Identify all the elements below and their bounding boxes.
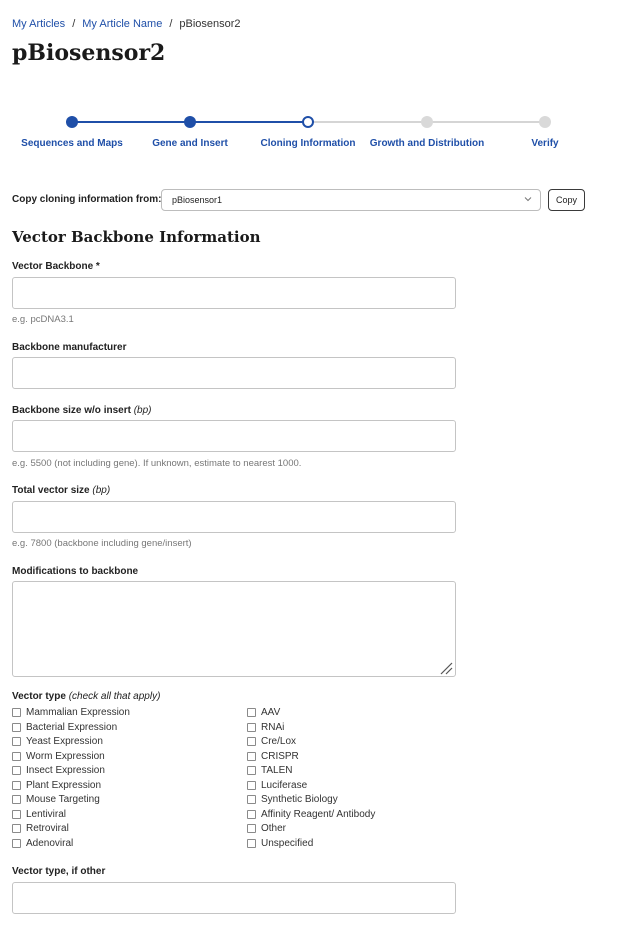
checkbox-label: Luciferase — [261, 779, 308, 791]
checkbox-label: Mammalian Expression — [26, 707, 130, 718]
step-dot-verify — [539, 116, 551, 128]
checkbox-label: Adenoviral — [26, 837, 74, 849]
checkbox-box[interactable] — [12, 839, 21, 848]
vector-type-other-label: Vector type, if other — [12, 866, 106, 877]
copy-from-label: Copy cloning information from: — [12, 194, 162, 205]
step-sequences-and-maps[interactable]: Sequences and Maps — [21, 138, 123, 149]
checkbox-box[interactable] — [12, 737, 21, 746]
checkbox-label: Lentiviral — [26, 808, 67, 820]
checkbox-label: Worm Expression — [26, 750, 105, 762]
total-vector-size-input[interactable] — [12, 501, 456, 533]
checkbox-box[interactable] — [247, 752, 256, 761]
backbone-size-help: e.g. 5500 (not including gene). If unknown, estimate to nearest 1000. — [12, 458, 302, 469]
backbone-size-input[interactable] — [12, 420, 456, 452]
checkbox-box[interactable] — [12, 766, 21, 775]
checkbox-label: Yeast Expression — [26, 736, 103, 747]
resize-handle-icon[interactable] — [439, 661, 453, 675]
breadcrumb-my-articles[interactable]: My Articles — [12, 18, 66, 30]
vector-type-label — [12, 691, 160, 702]
step-gene-and-insert[interactable]: Gene and Insert — [152, 138, 228, 149]
backbone-size-label — [12, 405, 152, 416]
checkbox-label: CRISPR — [261, 750, 299, 762]
checkbox-box[interactable] — [247, 781, 256, 790]
copy-from-select[interactable] — [161, 189, 541, 211]
backbone-manufacturer-input[interactable] — [12, 357, 456, 389]
checkbox-label: Retroviral — [26, 823, 69, 834]
checkbox-box[interactable] — [247, 737, 256, 746]
step-dot-cloning-information — [302, 116, 314, 128]
checkbox-label: RNAi — [261, 721, 285, 733]
page-title: pBiosensor2 — [12, 40, 166, 66]
checkbox-label: Synthetic Biology — [261, 794, 338, 805]
checkbox-box[interactable] — [12, 810, 21, 819]
checkbox-box[interactable] — [12, 781, 21, 790]
checkbox-label: TALEN — [261, 765, 293, 776]
backbone-manufacturer-label: Backbone manufacturer — [12, 342, 127, 353]
vector-type-other-input[interactable] — [12, 882, 456, 914]
step-verify[interactable]: Verify — [531, 138, 559, 149]
backbone-size-unit: (bp) — [133, 405, 152, 416]
checkbox-label: Bacterial Expression — [26, 721, 118, 733]
checkbox-box[interactable] — [247, 766, 256, 775]
checkbox-box[interactable] — [247, 795, 256, 804]
checkbox-label: Unspecified — [261, 837, 314, 849]
checkbox-box[interactable] — [247, 824, 256, 833]
total-vector-size-label-text: Total vector size — [12, 485, 90, 496]
total-vector-size-help: e.g. 7800 (backbone including gene/insert) — [12, 538, 192, 549]
chevron-down-icon — [524, 195, 532, 203]
total-vector-size-label — [12, 485, 110, 496]
checkbox-box[interactable] — [12, 752, 21, 761]
step-dot-growth-and-distribution — [421, 116, 433, 128]
vector-backbone-help: e.g. pcDNA3.1 — [12, 314, 74, 325]
checkbox-label: Insect Expression — [26, 765, 105, 776]
checkbox-box[interactable] — [247, 810, 256, 819]
checkbox-box[interactable] — [12, 708, 21, 717]
breadcrumb — [12, 18, 241, 30]
checkbox-box[interactable] — [12, 723, 21, 732]
step-cloning-information[interactable]: Cloning Information — [260, 138, 356, 149]
step-dot-sequences-and-maps — [66, 116, 78, 128]
progress-stepper — [0, 110, 624, 160]
breadcrumb-separator: / — [169, 18, 173, 30]
copy-cloning-row — [12, 189, 592, 211]
checkbox-label: Other — [261, 823, 287, 834]
vector-backbone-input[interactable] — [12, 277, 456, 309]
checkbox-box[interactable] — [247, 723, 256, 732]
checkbox-label: Mouse Targeting — [26, 794, 100, 805]
checkbox-box[interactable] — [247, 839, 256, 848]
checkbox-label: Affinity Reagent/ Antibody — [261, 808, 376, 820]
vector-type-note: (check all that apply) — [68, 691, 161, 702]
section-title-vector-backbone: Vector Backbone Information — [12, 228, 261, 246]
checkbox-box[interactable] — [12, 824, 21, 833]
backbone-size-label-text: Backbone size w/o insert — [12, 405, 131, 416]
breadcrumb-separator: / — [72, 18, 76, 30]
modifications-label: Modifications to backbone — [12, 566, 139, 577]
checkbox-label: AAV — [261, 707, 281, 718]
breadcrumb-current: pBiosensor2 — [179, 18, 241, 30]
breadcrumb-article-name[interactable]: My Article Name — [82, 18, 163, 30]
checkbox-box[interactable] — [12, 795, 21, 804]
copy-from-selected-value: pBiosensor1 — [172, 195, 223, 205]
vector-backbone-label: Vector Backbone * — [12, 261, 100, 272]
total-vector-size-unit: (bp) — [92, 485, 111, 496]
step-dot-gene-and-insert — [184, 116, 196, 128]
vector-type-label-text: Vector type — [12, 691, 66, 702]
checkbox-box[interactable] — [247, 708, 256, 717]
checkbox-label: Plant Expression — [26, 779, 102, 791]
copy-button[interactable]: Copy — [548, 189, 585, 211]
modifications-textarea[interactable] — [12, 581, 456, 677]
step-growth-and-distribution[interactable]: Growth and Distribution — [369, 138, 485, 149]
checkbox-label: Cre/Lox — [261, 736, 297, 747]
